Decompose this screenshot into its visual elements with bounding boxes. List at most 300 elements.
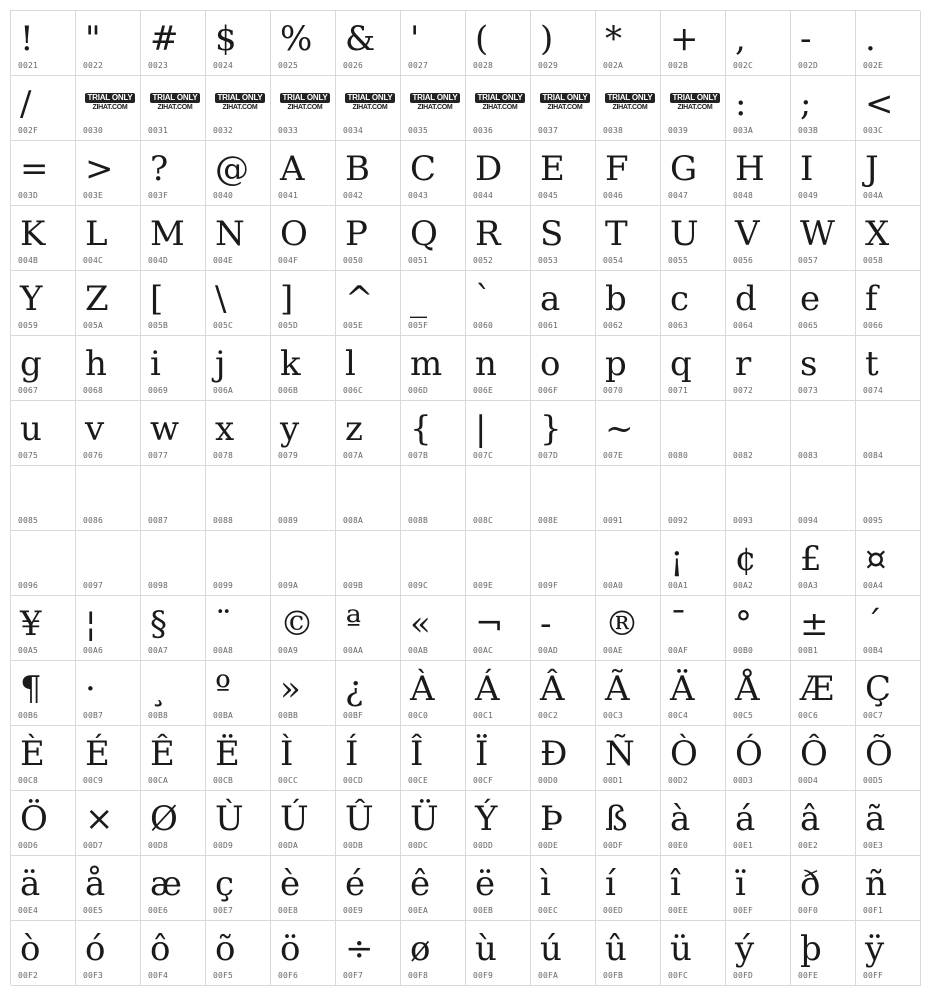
glyph-char: N [215,214,245,254]
glyph-char: p [605,344,627,384]
glyph-char: å [85,864,106,904]
glyph-char: E [540,149,565,189]
glyph-char: C [410,149,437,189]
glyph-char: Đ [540,734,568,774]
glyph-code: 004D [148,256,169,265]
trial-watermark-icon [345,93,395,113]
glyph-cell [531,11,596,76]
glyph-char: È [20,734,45,774]
glyph-cell [856,921,921,986]
glyph-char: á [735,799,756,839]
glyph-code: 0039 [668,126,689,135]
glyph-cell [791,336,856,401]
glyph-code: 00CD [343,776,364,785]
glyph-code: 0035 [408,126,429,135]
glyph-code: 0027 [408,61,429,70]
glyph-code: 00EE [668,906,689,915]
glyph-cell [141,336,206,401]
glyph-char: Ï [475,734,489,774]
glyph-code: 009C [408,581,429,590]
glyph-cell [856,466,921,531]
glyph-code: 002B [668,61,689,70]
glyph-cell [141,596,206,661]
glyph-cell [596,596,661,661]
glyph-char: Â [540,669,565,709]
glyph-code: 005F [408,321,429,330]
glyph-cell [336,11,401,76]
glyph-code: 00D5 [863,776,884,785]
glyph-code: 00E1 [733,841,754,850]
glyph-cell [141,791,206,856]
glyph-cell [141,141,206,206]
glyph-cell [661,336,726,401]
glyph-cell [661,11,726,76]
glyph-code: 004C [83,256,104,265]
glyph-cell [596,466,661,531]
glyph-code: 007B [408,451,429,460]
glyph-cell [791,531,856,596]
glyph-cell [271,206,336,271]
glyph-char: $ [215,19,237,59]
glyph-code: 0073 [798,386,819,395]
glyph-code: 0030 [83,126,104,135]
glyph-cell [11,141,76,206]
glyph-code: 00D7 [83,841,104,850]
glyph-char: É [85,734,110,774]
glyph-cell [791,856,856,921]
glyph-char: Î [410,734,424,774]
glyph-cell [661,856,726,921]
glyph-char: ä [20,864,41,904]
glyph-cell [206,466,271,531]
glyph-code: 00EA [408,906,429,915]
glyph-char: × [85,799,114,839]
trial-badge-bottom: ZIHAT.COM [417,104,453,111]
glyph-char: j [215,344,226,384]
glyph-code: 006F [538,386,559,395]
glyph-cell [726,466,791,531]
glyph-cell [661,921,726,986]
glyph-cell [661,531,726,596]
glyph-char: þ [800,929,822,969]
glyph-cell [271,466,336,531]
glyph-code: 002A [603,61,624,70]
glyph-char: i [150,344,161,384]
glyph-code: 00C5 [733,711,754,720]
glyph-cell [11,726,76,791]
glyph-char: h [85,344,107,384]
glyph-code: 008C [473,516,494,525]
glyph-cell [531,921,596,986]
glyph-cell [76,76,141,141]
glyph-char: ' [410,19,420,59]
glyph-char: { [410,409,432,449]
glyph-code: 00F8 [408,971,429,980]
glyph-cell [11,921,76,986]
glyph-char: d [735,279,757,319]
glyph-char: â [800,799,821,839]
glyph-code: 00AE [603,646,624,655]
glyph-cell [336,271,401,336]
glyph-code: 00A3 [798,581,819,590]
trial-watermark-icon [215,93,265,113]
glyph-cell [206,596,271,661]
glyph-cell [11,271,76,336]
glyph-char: ª [345,604,362,644]
trial-badge-top: TRIAL ONLY [605,93,655,103]
glyph-cell [401,661,466,726]
glyph-code: 00C1 [473,711,494,720]
trial-badge-top: TRIAL ONLY [540,93,590,103]
glyph-cell [141,401,206,466]
trial-watermark-icon [150,93,200,113]
glyph-char: # [150,19,179,59]
glyph-code: 00DF [603,841,624,850]
glyph-cell [466,206,531,271]
glyph-char: é [345,864,366,904]
glyph-cell [531,856,596,921]
glyph-char: g [20,344,42,384]
glyph-char: ~ [605,409,634,449]
glyph-cell [76,791,141,856]
glyph-cell [141,206,206,271]
trial-badge-top: TRIAL ONLY [215,93,265,103]
glyph-cell [206,921,271,986]
glyph-cell [531,206,596,271]
glyph-cell [206,336,271,401]
glyph-code: 0091 [603,516,624,525]
glyph-char: Ú [280,799,309,839]
glyph-cell [466,466,531,531]
glyph-code: 0066 [863,321,884,330]
glyph-cell [336,856,401,921]
glyph-char: ì [540,864,551,904]
glyph-code: 00AA [343,646,364,655]
glyph-code: 0067 [18,386,39,395]
glyph-char: Ë [215,734,240,774]
glyph-cell [726,596,791,661]
glyph-code: 0099 [213,581,234,590]
glyph-cell [271,11,336,76]
glyph-char: ý [735,929,755,969]
glyph-char: ñ [865,864,887,904]
glyph-code: 0038 [603,126,624,135]
glyph-code: 00B0 [733,646,754,655]
glyph-cell [336,531,401,596]
glyph-char: Ø [150,799,178,839]
trial-badge-bottom: ZIHAT.COM [547,104,583,111]
glyph-char: l [345,344,356,384]
glyph-char: } [540,409,562,449]
glyph-char: @ [215,149,249,189]
glyph-char: ; [800,84,812,124]
glyph-cell [596,11,661,76]
glyph-code: 003D [18,191,39,200]
glyph-char: n [475,344,497,384]
glyph-cell [141,76,206,141]
glyph-char: _ [410,279,427,319]
glyph-cell [726,336,791,401]
glyph-code: 008B [408,516,429,525]
glyph-code: 009B [343,581,364,590]
glyph-code: 00B8 [148,711,169,720]
glyph-char: ´ [865,604,882,644]
glyph-cell [726,726,791,791]
glyph-code: 00EC [538,906,559,915]
glyph-char: æ [150,864,182,904]
trial-badge-top: TRIAL ONLY [150,93,200,103]
glyph-char: ] [280,279,294,319]
glyph-char: ù [475,929,497,969]
glyph-code: 0083 [798,451,819,460]
glyph-cell [466,596,531,661]
glyph-code: 004E [213,256,234,265]
glyph-char: b [605,279,627,319]
glyph-cell [791,141,856,206]
glyph-cell [856,791,921,856]
glyph-code: 0092 [668,516,689,525]
glyph-code: 0064 [733,321,754,330]
glyph-char: ¨ [215,604,232,644]
glyph-code: 00D6 [18,841,39,850]
glyph-char: î [670,864,681,904]
glyph-char: & [345,19,376,59]
glyph-cell [466,726,531,791]
glyph-code: 00A6 [83,646,104,655]
glyph-char: Æ [800,669,835,709]
glyph-code: 0028 [473,61,494,70]
glyph-code: 00CF [473,776,494,785]
glyph-char: ¿ [345,669,364,709]
glyph-cell [206,401,271,466]
glyph-code: 0078 [213,451,234,460]
glyph-cell [141,856,206,921]
glyph-code: 0037 [538,126,559,135]
glyph-code: 0094 [798,516,819,525]
glyph-cell [791,466,856,531]
glyph-code: 007E [603,451,624,460]
glyph-code: 0048 [733,191,754,200]
glyph-code: 0074 [863,386,884,395]
glyph-code: 004F [278,256,299,265]
glyph-char: ! [20,19,34,59]
glyph-code: 00F4 [148,971,169,980]
glyph-code: 00A7 [148,646,169,655]
glyph-code: 00FA [538,971,559,980]
glyph-char: m [410,344,443,384]
glyph-char: e [800,279,821,319]
glyph-code: 00F6 [278,971,299,980]
trial-watermark-icon [410,93,460,113]
glyph-cell [76,141,141,206]
glyph-cell [271,856,336,921]
glyph-cell [531,596,596,661]
glyph-cell [401,466,466,531]
glyph-char: U [670,214,699,254]
trial-badge-bottom: ZIHAT.COM [157,104,193,111]
glyph-char: T [605,214,628,254]
glyph-char: Á [475,669,500,709]
glyph-cell [466,531,531,596]
glyph-char: s [800,344,818,384]
glyph-cell [661,661,726,726]
glyph-cell [336,596,401,661]
glyph-cell [466,336,531,401]
glyph-char: y [280,409,300,449]
glyph-code: 006D [408,386,429,395]
glyph-code: 005D [278,321,299,330]
glyph-cell [596,921,661,986]
glyph-char: + [670,19,699,59]
glyph-code: 00CB [213,776,234,785]
glyph-code: 00D1 [603,776,624,785]
glyph-char: Y [20,279,43,319]
glyph-code: 002F [18,126,39,135]
glyph-code: 006B [278,386,299,395]
glyph-code: 0046 [603,191,624,200]
glyph-code: 00E3 [863,841,884,850]
glyph-code: 00B4 [863,646,884,655]
glyph-code: 00E8 [278,906,299,915]
glyph-char: ê [410,864,431,904]
glyph-code: 00FE [798,971,819,980]
glyph-char: ü [670,929,692,969]
glyph-cell [206,271,271,336]
glyph-cell [531,661,596,726]
glyph-cell [531,791,596,856]
glyph-code: 00E7 [213,906,234,915]
glyph-cell [336,141,401,206]
glyph-cell [856,726,921,791]
glyph-char: O [280,214,308,254]
glyph-cell [206,791,271,856]
glyph-cell [856,76,921,141]
glyph-cell [596,531,661,596]
glyph-char: ¦ [85,604,97,644]
glyph-cell [466,791,531,856]
glyph-code: 00E0 [668,841,689,850]
glyph-code: 00A9 [278,646,299,655]
glyph-code: 00C7 [863,711,884,720]
glyph-code: 0097 [83,581,104,590]
glyph-char: - [800,19,812,59]
glyph-cell [401,531,466,596]
glyph-code: 0072 [733,386,754,395]
trial-badge-top: TRIAL ONLY [85,93,135,103]
glyph-code: 00A2 [733,581,754,590]
glyph-code: 00F2 [18,971,39,980]
glyph-code: 00DE [538,841,559,850]
glyph-code: 0024 [213,61,234,70]
glyph-char: P [345,214,368,254]
glyph-code: 00C8 [18,776,39,785]
trial-badge-top: TRIAL ONLY [345,93,395,103]
glyph-cell [206,141,271,206]
glyph-cell [791,661,856,726]
glyph-code: 006A [213,386,234,395]
glyph-cell [661,141,726,206]
glyph-code: 004A [863,191,884,200]
glyph-cell [76,206,141,271]
glyph-code: 00D0 [538,776,559,785]
glyph-char: » [280,669,301,709]
glyph-code: 00B7 [83,711,104,720]
glyph-code: 0071 [668,386,689,395]
glyph-code: 00BF [343,711,364,720]
glyph-char: K [20,214,46,254]
glyph-code: 0070 [603,386,624,395]
glyph-code: 00E6 [148,906,169,915]
glyph-char: ò [20,929,41,969]
glyph-char: Q [410,214,438,254]
glyph-code: 0069 [148,386,169,395]
glyph-code: 00A8 [213,646,234,655]
glyph-code: 0098 [148,581,169,590]
glyph-cell [791,726,856,791]
trial-watermark-icon [280,93,330,113]
glyph-cell [11,661,76,726]
glyph-char: X [865,214,890,254]
glyph-char: Ò [670,734,698,774]
glyph-cell [401,726,466,791]
glyph-char: ± [800,604,829,644]
glyph-code: 00B1 [798,646,819,655]
glyph-char: ¤ [865,539,887,579]
glyph-code: 002C [733,61,754,70]
glyph-char: Ç [865,669,892,709]
glyph-code: 0033 [278,126,299,135]
glyph-cell [726,141,791,206]
glyph-char: / [20,84,32,124]
glyph-code: 00F9 [473,971,494,980]
glyph-char: ë [475,864,496,904]
glyph-cell [11,336,76,401]
glyph-cell [401,791,466,856]
glyph-code: 00FC [668,971,689,980]
glyph-code: 003E [83,191,104,200]
glyph-char: Ö [20,799,48,839]
glyph-code: 0022 [83,61,104,70]
glyph-cell [336,76,401,141]
glyph-cell [76,726,141,791]
glyph-code: 009E [473,581,494,590]
glyph-code: 003A [733,126,754,135]
glyph-char: ã [865,799,886,839]
glyph-code: 0068 [83,386,104,395]
glyph-cell [661,466,726,531]
glyph-cell [271,921,336,986]
glyph-code: 00D3 [733,776,754,785]
glyph-char: q [670,344,692,384]
glyph-code: 00A4 [863,581,884,590]
glyph-cell [856,206,921,271]
glyph-code: 0058 [863,256,884,265]
glyph-cell [661,206,726,271]
glyph-char: Z [85,279,109,319]
glyph-code: 00ED [603,906,624,915]
glyph-code: 0079 [278,451,299,460]
glyph-code: 00D2 [668,776,689,785]
glyph-cell [271,336,336,401]
glyph-char: R [475,214,501,254]
glyph-cell [856,596,921,661]
glyph-cell [531,531,596,596]
glyph-cell [726,661,791,726]
trial-badge-top: TRIAL ONLY [410,93,460,103]
glyph-cell [76,466,141,531]
trial-badge-bottom: ZIHAT.COM [352,104,388,111]
glyph-char: Ü [410,799,439,839]
